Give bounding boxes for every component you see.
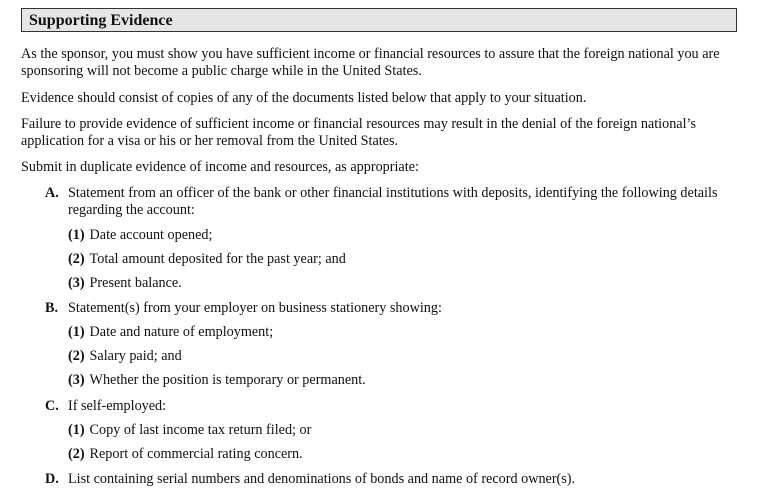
sub-marker: (1) xyxy=(68,422,85,438)
sub-text: Date and nature of employment; xyxy=(89,324,274,340)
sub-marker: (2) xyxy=(68,251,85,267)
sub-text: Whether the position is temporary or permanent. xyxy=(89,372,366,388)
sub-item-b-3 xyxy=(68,372,738,389)
section-header xyxy=(21,8,737,32)
intro-paragraph-sponsor: As the sponsor, you must show you have sufficient income or financial resources to assure that the foreign national you are sponsoring will not become a public charge while in the United States. xyxy=(21,46,720,79)
sub-marker: (3) xyxy=(68,275,85,291)
sub-marker: (3) xyxy=(68,372,85,388)
list-text-c: If self-employed: xyxy=(68,398,167,414)
list-item-d xyxy=(45,471,745,488)
list-text-a: Statement from an officer of the bank or other financial institutions with deposits, identifying the following details regarding the account: xyxy=(68,185,718,218)
intro-paragraph-failure: Failure to provide evidence of sufficient income or financial resources may result in the denial of the foreign national’s application for a visa or his or her removal from the United States. xyxy=(21,116,696,149)
section-title: Supporting Evidence xyxy=(29,12,173,29)
sub-text: Copy of last income tax return filed; or xyxy=(89,422,312,438)
list-item-b xyxy=(45,300,745,317)
intro-paragraph-submit: Submit in duplicate evidence of income and resources, as appropriate: xyxy=(21,159,419,175)
sub-item-a-3 xyxy=(68,275,738,292)
list-marker-b: B. xyxy=(45,300,59,316)
sub-marker: (1) xyxy=(68,227,85,243)
list-text-b: Statement(s) from your employer on business stationery showing: xyxy=(68,300,442,316)
list-marker-c: C. xyxy=(45,398,59,414)
sub-text: Total amount deposited for the past year; and xyxy=(89,251,346,267)
sub-text: Salary paid; and xyxy=(89,348,182,364)
sub-item-a-2 xyxy=(68,251,738,268)
sub-text: Present balance. xyxy=(89,275,182,291)
sub-item-c-2 xyxy=(68,446,738,463)
list-text-d: List containing serial numbers and denominations of bonds and name of record owner(s). xyxy=(68,471,576,487)
sub-text: Date account opened; xyxy=(89,227,213,243)
list-marker-a: A. xyxy=(45,185,59,201)
list-marker-d: D. xyxy=(45,471,59,487)
sub-marker: (1) xyxy=(68,324,85,340)
sub-item-a-1 xyxy=(68,227,738,244)
sub-item-b-2 xyxy=(68,348,738,365)
list-item-c xyxy=(45,398,745,415)
sub-marker: (2) xyxy=(68,348,85,364)
sub-item-c-1 xyxy=(68,422,738,439)
sub-item-b-1 xyxy=(68,324,738,341)
sub-text: Report of commercial rating concern. xyxy=(89,446,303,462)
list-item-a xyxy=(45,185,745,219)
intro-paragraph-evidence: Evidence should consist of copies of any of the documents listed below that apply to your situation. xyxy=(21,90,587,106)
sub-marker: (2) xyxy=(68,446,85,462)
